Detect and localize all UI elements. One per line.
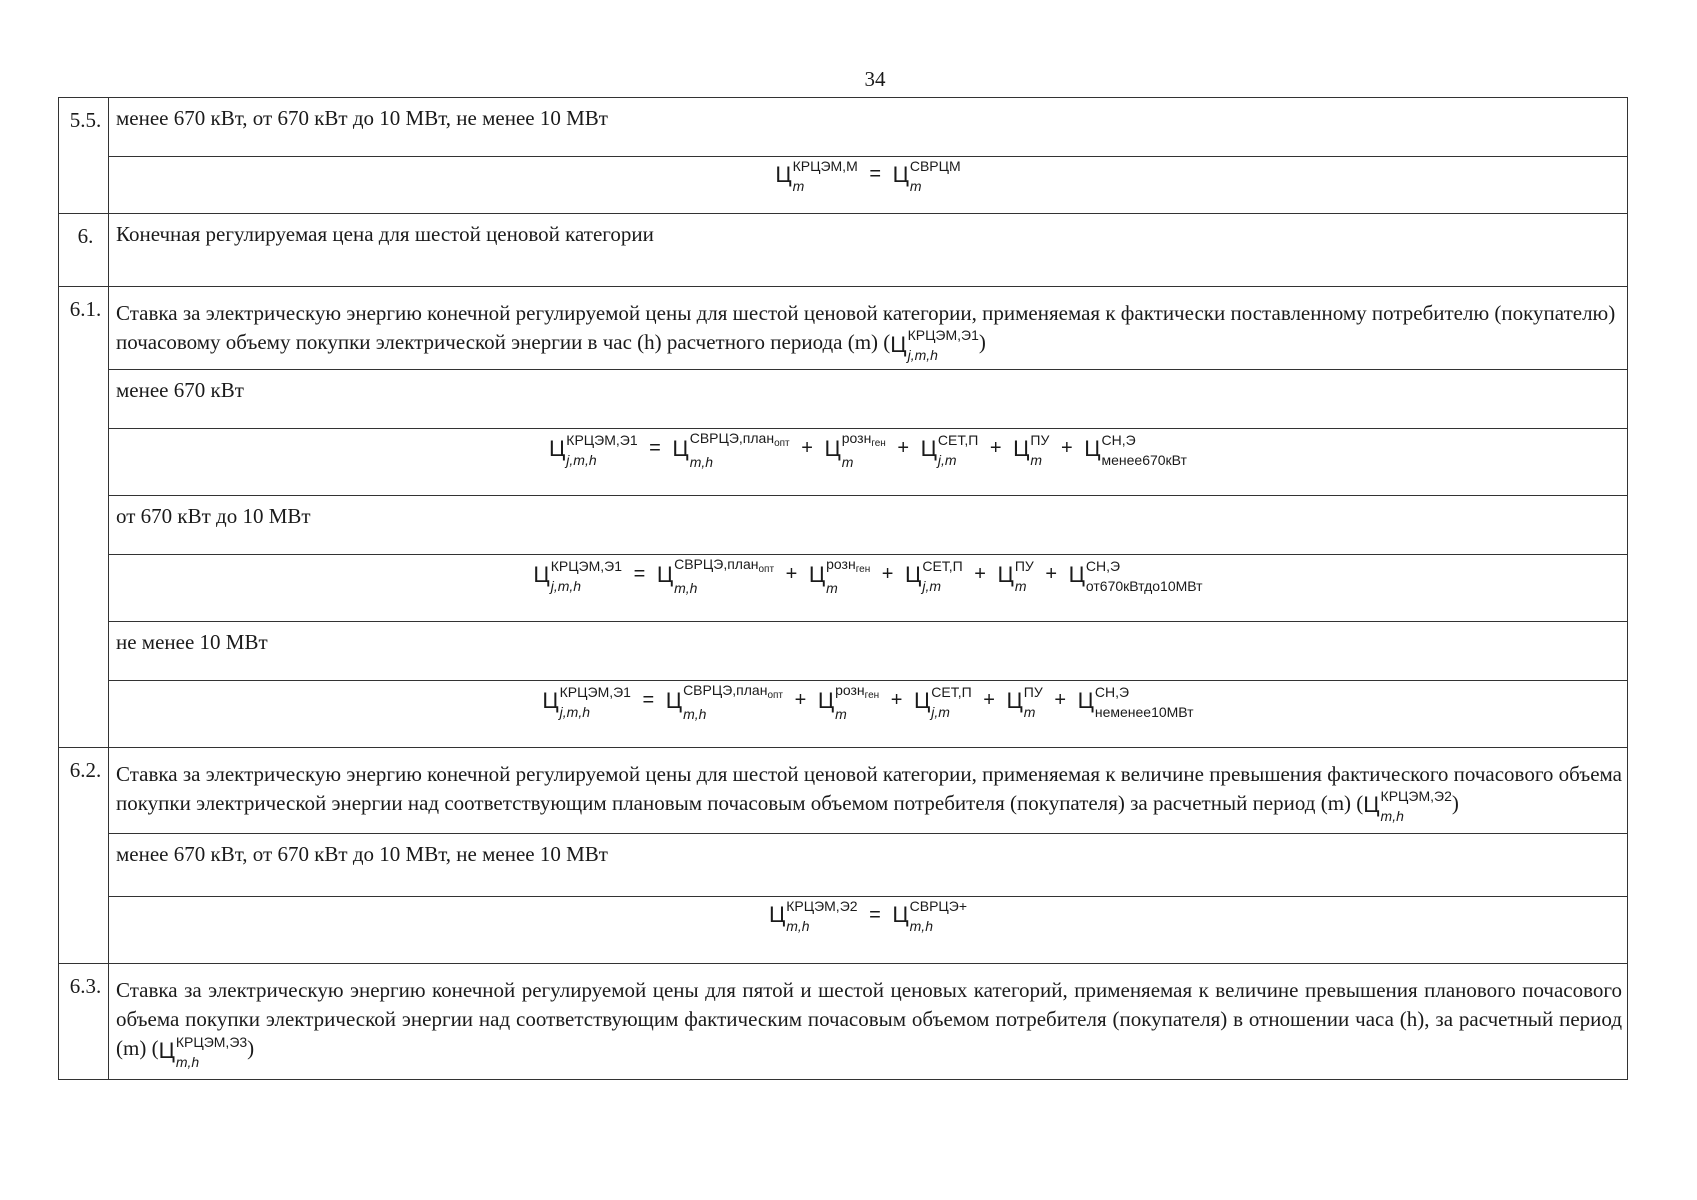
price-symbol: Ц КРЦЭМ,Э3 m,h bbox=[158, 1033, 248, 1070]
table-row bbox=[59, 897, 1628, 964]
section-heading: Конечная регулируемая цена для шестой ценовой категории bbox=[109, 214, 1628, 287]
formula-cell bbox=[109, 157, 1628, 214]
formula-cell bbox=[109, 554, 1628, 621]
row-number: 6.3. bbox=[59, 964, 109, 1080]
table-row bbox=[59, 287, 1628, 370]
price-symbol: Ц КРЦЭМ,Э1 j,m,h bbox=[890, 327, 979, 364]
table-row bbox=[59, 428, 1628, 495]
table-row bbox=[59, 157, 1628, 214]
page-number: 34 bbox=[864, 67, 886, 91]
formula: Ц КРЦЭМ,Э1 j,m,h = Ц СВРЦЭ,план$_{опт}$ m,h + Ц розн$_{ген}$ m + Ц СЕТ,П j,m + Ц ПУ m + Ц СН,Э неменее10МВт bbox=[542, 681, 1194, 722]
sub-label: менее 670 кВт, от 670 кВт до 10 МВт, не менее 10 МВт bbox=[109, 834, 1628, 897]
tariff-table bbox=[58, 97, 1628, 1080]
row-text: Ставка за электрическую энергию конечной регулируемой цены для пятой и шестой ценовых категорий, применяемая к величине превышения планового почасового объема покупки электрической энергии над соответствующим фактическим почасовым объемом потребителя (покупателя) в отношении часа (h), за расчетный период (m) ( Ц КРЦЭМ,Э3 m,h ) bbox=[109, 964, 1628, 1080]
formula-cell bbox=[109, 428, 1628, 495]
table-row bbox=[59, 964, 1628, 1080]
row-text: менее 670 кВт, от 670 кВт до 10 МВт, не менее 10 МВт bbox=[109, 98, 1628, 157]
row-text: Ставка за электрическую энергию конечной регулируемой цены для шестой ценовой категории, применяемая к фактически поставленному потребителю (покупателю) почасовому объему покупки электрической энергии в час (h) расчетного периода (m) ( Ц КРЦЭМ,Э1 j,m,h ) bbox=[109, 287, 1628, 370]
table-row bbox=[59, 98, 1628, 157]
sub-label: менее 670 кВт bbox=[109, 369, 1628, 428]
formula: Ц КРЦЭМ,Э2 m,h = Ц СВРЦЭ+ m,h bbox=[768, 898, 968, 935]
sub-label: не менее 10 МВт bbox=[109, 621, 1628, 680]
table-row bbox=[59, 680, 1628, 747]
formula: Ц КРЦЭМ,М m = Ц СВРЦМ m bbox=[775, 158, 961, 194]
row-text: Ставка за электрическую энергию конечной регулируемой цены для шестой ценовой категории, применяемая к величине превышения фактического почасового объема покупки электрической энергии над соответствующим плановым почасовым объемом потребителя (покупателя) за расчетный период (m) ( Ц КРЦЭМ,Э2 m,h ) bbox=[109, 747, 1628, 834]
formula: Ц КРЦЭМ,Э1 j,m,h = Ц СВРЦЭ,план$_{опт}$ m,h + Ц розн$_{ген}$ m + Ц СЕТ,П j,m + Ц ПУ m + Ц СН,Э от670кВтдо10МВт bbox=[533, 555, 1203, 596]
table-row bbox=[59, 621, 1628, 680]
row-number: 5.5. bbox=[59, 98, 109, 214]
row-number: 6. bbox=[59, 214, 109, 287]
table-row bbox=[59, 834, 1628, 897]
row-number: 6.1. bbox=[59, 287, 109, 748]
sub-label: от 670 кВт до 10 МВт bbox=[109, 495, 1628, 554]
row-number: 6.2. bbox=[59, 747, 109, 964]
table-row bbox=[59, 554, 1628, 621]
formula: Ц КРЦЭМ,Э1 j,m,h = Ц СВРЦЭ,план$_{опт}$ m,h + Ц розн$_{ген}$ m + Ц СЕТ,П j,m + Ц ПУ m + Ц СН,Э менее670кВт bbox=[549, 429, 1187, 470]
price-symbol: Ц КРЦЭМ,Э2 m,h bbox=[1363, 787, 1452, 824]
table-row bbox=[59, 747, 1628, 834]
formula-cell bbox=[109, 680, 1628, 747]
table-row bbox=[59, 214, 1628, 287]
table-row bbox=[59, 369, 1628, 428]
formula-cell bbox=[109, 897, 1628, 964]
table-row bbox=[59, 495, 1628, 554]
